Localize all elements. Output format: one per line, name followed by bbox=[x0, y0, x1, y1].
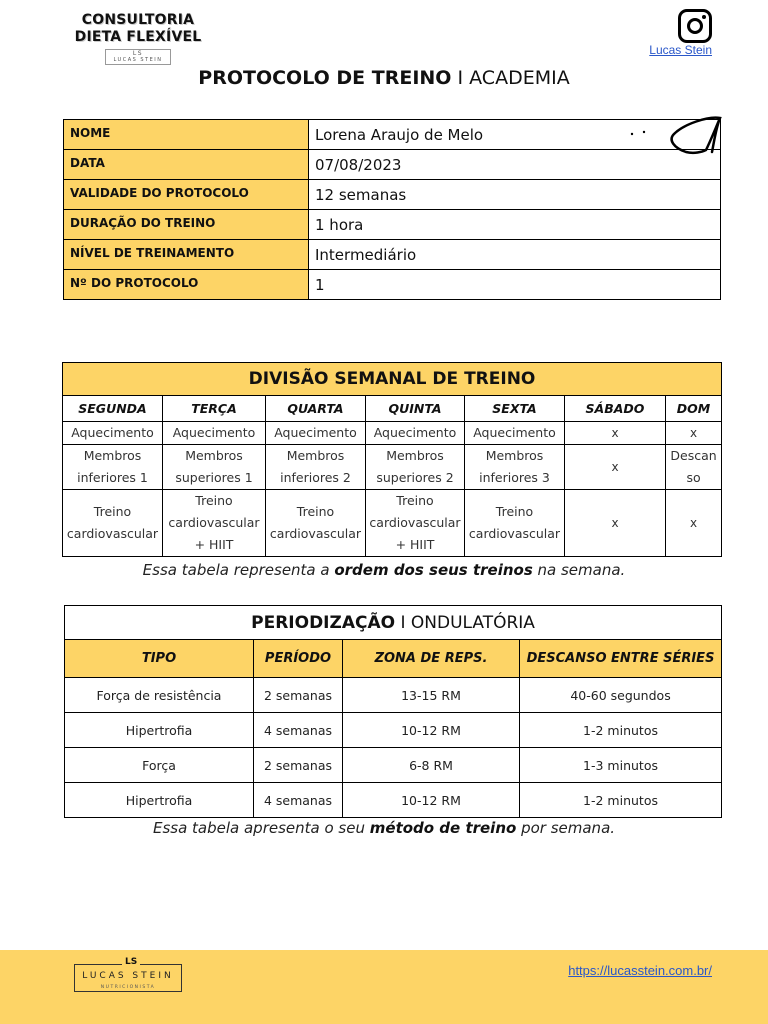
division-cell: Membros inferiores 3 bbox=[465, 445, 565, 490]
cell-reps: 6-8 RM bbox=[343, 748, 520, 783]
cell-type: Hipertrofia bbox=[65, 783, 254, 818]
division-cell: Membros superiores 1 bbox=[163, 445, 266, 490]
page-title-rest: I ACADEMIA bbox=[457, 67, 570, 89]
column-header: PERÍODO bbox=[254, 640, 343, 678]
info-row bbox=[64, 120, 721, 150]
cell-period: 2 semanas bbox=[254, 748, 343, 783]
logo-line2: DIETA FLEXÍVEL bbox=[74, 29, 202, 45]
division-cell: Aquecimento bbox=[163, 422, 266, 445]
cell-rest: 1-2 minutos bbox=[520, 783, 722, 818]
info-label: Nº DO PROTOCOLO bbox=[64, 270, 309, 300]
info-value: 1 hora bbox=[309, 210, 721, 240]
division-cell: Treino cardiovascular bbox=[63, 490, 163, 557]
day-header: SEGUNDA bbox=[63, 396, 163, 422]
cell-reps: 13-15 RM bbox=[343, 678, 520, 713]
page-title bbox=[0, 67, 768, 89]
info-label: DURAÇÃO DO TREINO bbox=[64, 210, 309, 240]
periodization-row bbox=[65, 783, 722, 818]
division-cell: Aquecimento bbox=[465, 422, 565, 445]
footer-logo bbox=[74, 957, 182, 992]
periodization-row bbox=[65, 678, 722, 713]
cell-reps: 10-12 RM bbox=[343, 713, 520, 748]
division-cell: Treino cardiovascular + HIIT bbox=[366, 490, 465, 557]
division-cell: x bbox=[565, 445, 666, 490]
periodization-note-bold: método de treino bbox=[369, 819, 517, 837]
periodization-header-row bbox=[65, 640, 722, 678]
brand-logo bbox=[68, 12, 208, 65]
info-value: Lorena Araujo de Melo bbox=[309, 120, 721, 150]
periodization-note-pre: Essa tabela apresenta o seu bbox=[152, 819, 370, 837]
division-row bbox=[63, 445, 722, 490]
cell-type: Hipertrofia bbox=[65, 713, 254, 748]
division-note-bold: ordem dos seus treinos bbox=[334, 561, 533, 579]
division-cell: Aquecimento bbox=[366, 422, 465, 445]
page-title-bold: PROTOCOLO DE TREINO bbox=[198, 67, 452, 89]
info-row bbox=[64, 180, 721, 210]
periodization-row bbox=[65, 713, 722, 748]
periodization-title-bold: PERIODIZAÇÃO bbox=[251, 612, 396, 633]
info-label: DATA bbox=[64, 150, 309, 180]
cell-period: 4 semanas bbox=[254, 783, 343, 818]
info-value: Intermediário bbox=[309, 240, 721, 270]
division-cell: Aquecimento bbox=[63, 422, 163, 445]
info-label: NOME bbox=[64, 120, 309, 150]
footer-logo-sub: NUTRICIONISTA bbox=[100, 985, 156, 990]
column-header: TIPO bbox=[65, 640, 254, 678]
division-cell: x bbox=[565, 490, 666, 557]
division-cell: Membros inferiores 2 bbox=[266, 445, 366, 490]
division-cell: Membros inferiores 1 bbox=[63, 445, 163, 490]
instagram-link[interactable]: Lucas Stein bbox=[649, 43, 712, 57]
division-note-pre: Essa tabela representa a bbox=[142, 561, 335, 579]
division-cell: Membros superiores 2 bbox=[366, 445, 465, 490]
periodization-title bbox=[65, 606, 722, 640]
footer-logo-name: LUCAS STEIN bbox=[82, 971, 174, 981]
periodization-title-rest: I ONDULATÓRIA bbox=[395, 612, 535, 633]
day-header: SEXTA bbox=[465, 396, 565, 422]
info-value: 07/08/2023 bbox=[309, 150, 721, 180]
column-header: DESCANSO ENTRE SÉRIES bbox=[520, 640, 722, 678]
division-note-post: na semana. bbox=[532, 561, 626, 579]
division-header-row bbox=[63, 396, 722, 422]
info-row bbox=[64, 150, 721, 180]
cell-period: 4 semanas bbox=[254, 713, 343, 748]
footer-logo-monogram: LS bbox=[122, 957, 140, 967]
division-cell: x bbox=[666, 490, 722, 557]
periodization-table bbox=[64, 605, 722, 818]
periodization-row bbox=[65, 748, 722, 783]
handwritten-mark bbox=[628, 112, 728, 160]
division-cell: x bbox=[565, 422, 666, 445]
logo-name: LUCAS STEIN bbox=[113, 57, 163, 63]
info-label: VALIDADE DO PROTOCOLO bbox=[64, 180, 309, 210]
logo-monogram: LS bbox=[132, 50, 144, 57]
cell-rest: 40-60 segundos bbox=[520, 678, 722, 713]
division-cell: Aquecimento bbox=[266, 422, 366, 445]
info-value: 12 semanas bbox=[309, 180, 721, 210]
cell-type: Força de resistência bbox=[65, 678, 254, 713]
cell-rest: 1-2 minutos bbox=[520, 713, 722, 748]
day-header: QUINTA bbox=[366, 396, 465, 422]
info-row bbox=[64, 210, 721, 240]
info-label: NÍVEL DE TREINAMENTO bbox=[64, 240, 309, 270]
periodization-note-post: por semana. bbox=[516, 819, 616, 837]
info-value: 1 bbox=[309, 270, 721, 300]
periodization-note bbox=[0, 819, 768, 837]
division-cell: Treino cardiovascular + HIIT bbox=[163, 490, 266, 557]
cell-reps: 10-12 RM bbox=[343, 783, 520, 818]
division-note bbox=[0, 561, 768, 579]
day-header: TERÇA bbox=[163, 396, 266, 422]
division-row bbox=[63, 490, 722, 557]
instagram-icon[interactable] bbox=[678, 9, 712, 43]
division-cell: x bbox=[666, 422, 722, 445]
day-header: SÁBADO bbox=[565, 396, 666, 422]
division-row bbox=[63, 422, 722, 445]
day-header: QUARTA bbox=[266, 396, 366, 422]
division-cell: Descan so bbox=[666, 445, 722, 490]
protocol-info-table bbox=[63, 119, 721, 300]
website-link[interactable]: https://lucasstein.com.br/ bbox=[568, 963, 712, 978]
cell-type: Força bbox=[65, 748, 254, 783]
footer bbox=[0, 950, 768, 1024]
info-row bbox=[64, 270, 721, 300]
column-header: ZONA DE REPS. bbox=[343, 640, 520, 678]
weekly-division-table bbox=[62, 362, 722, 557]
day-header: DOM bbox=[666, 396, 722, 422]
division-title: DIVISÃO SEMANAL DE TREINO bbox=[63, 363, 722, 396]
logo-line1: CONSULTORIA bbox=[81, 12, 195, 28]
cell-period: 2 semanas bbox=[254, 678, 343, 713]
division-cell: Treino cardiovascular bbox=[266, 490, 366, 557]
info-row bbox=[64, 240, 721, 270]
cell-rest: 1-3 minutos bbox=[520, 748, 722, 783]
logo-badge bbox=[105, 49, 171, 65]
division-cell: Treino cardiovascular bbox=[465, 490, 565, 557]
